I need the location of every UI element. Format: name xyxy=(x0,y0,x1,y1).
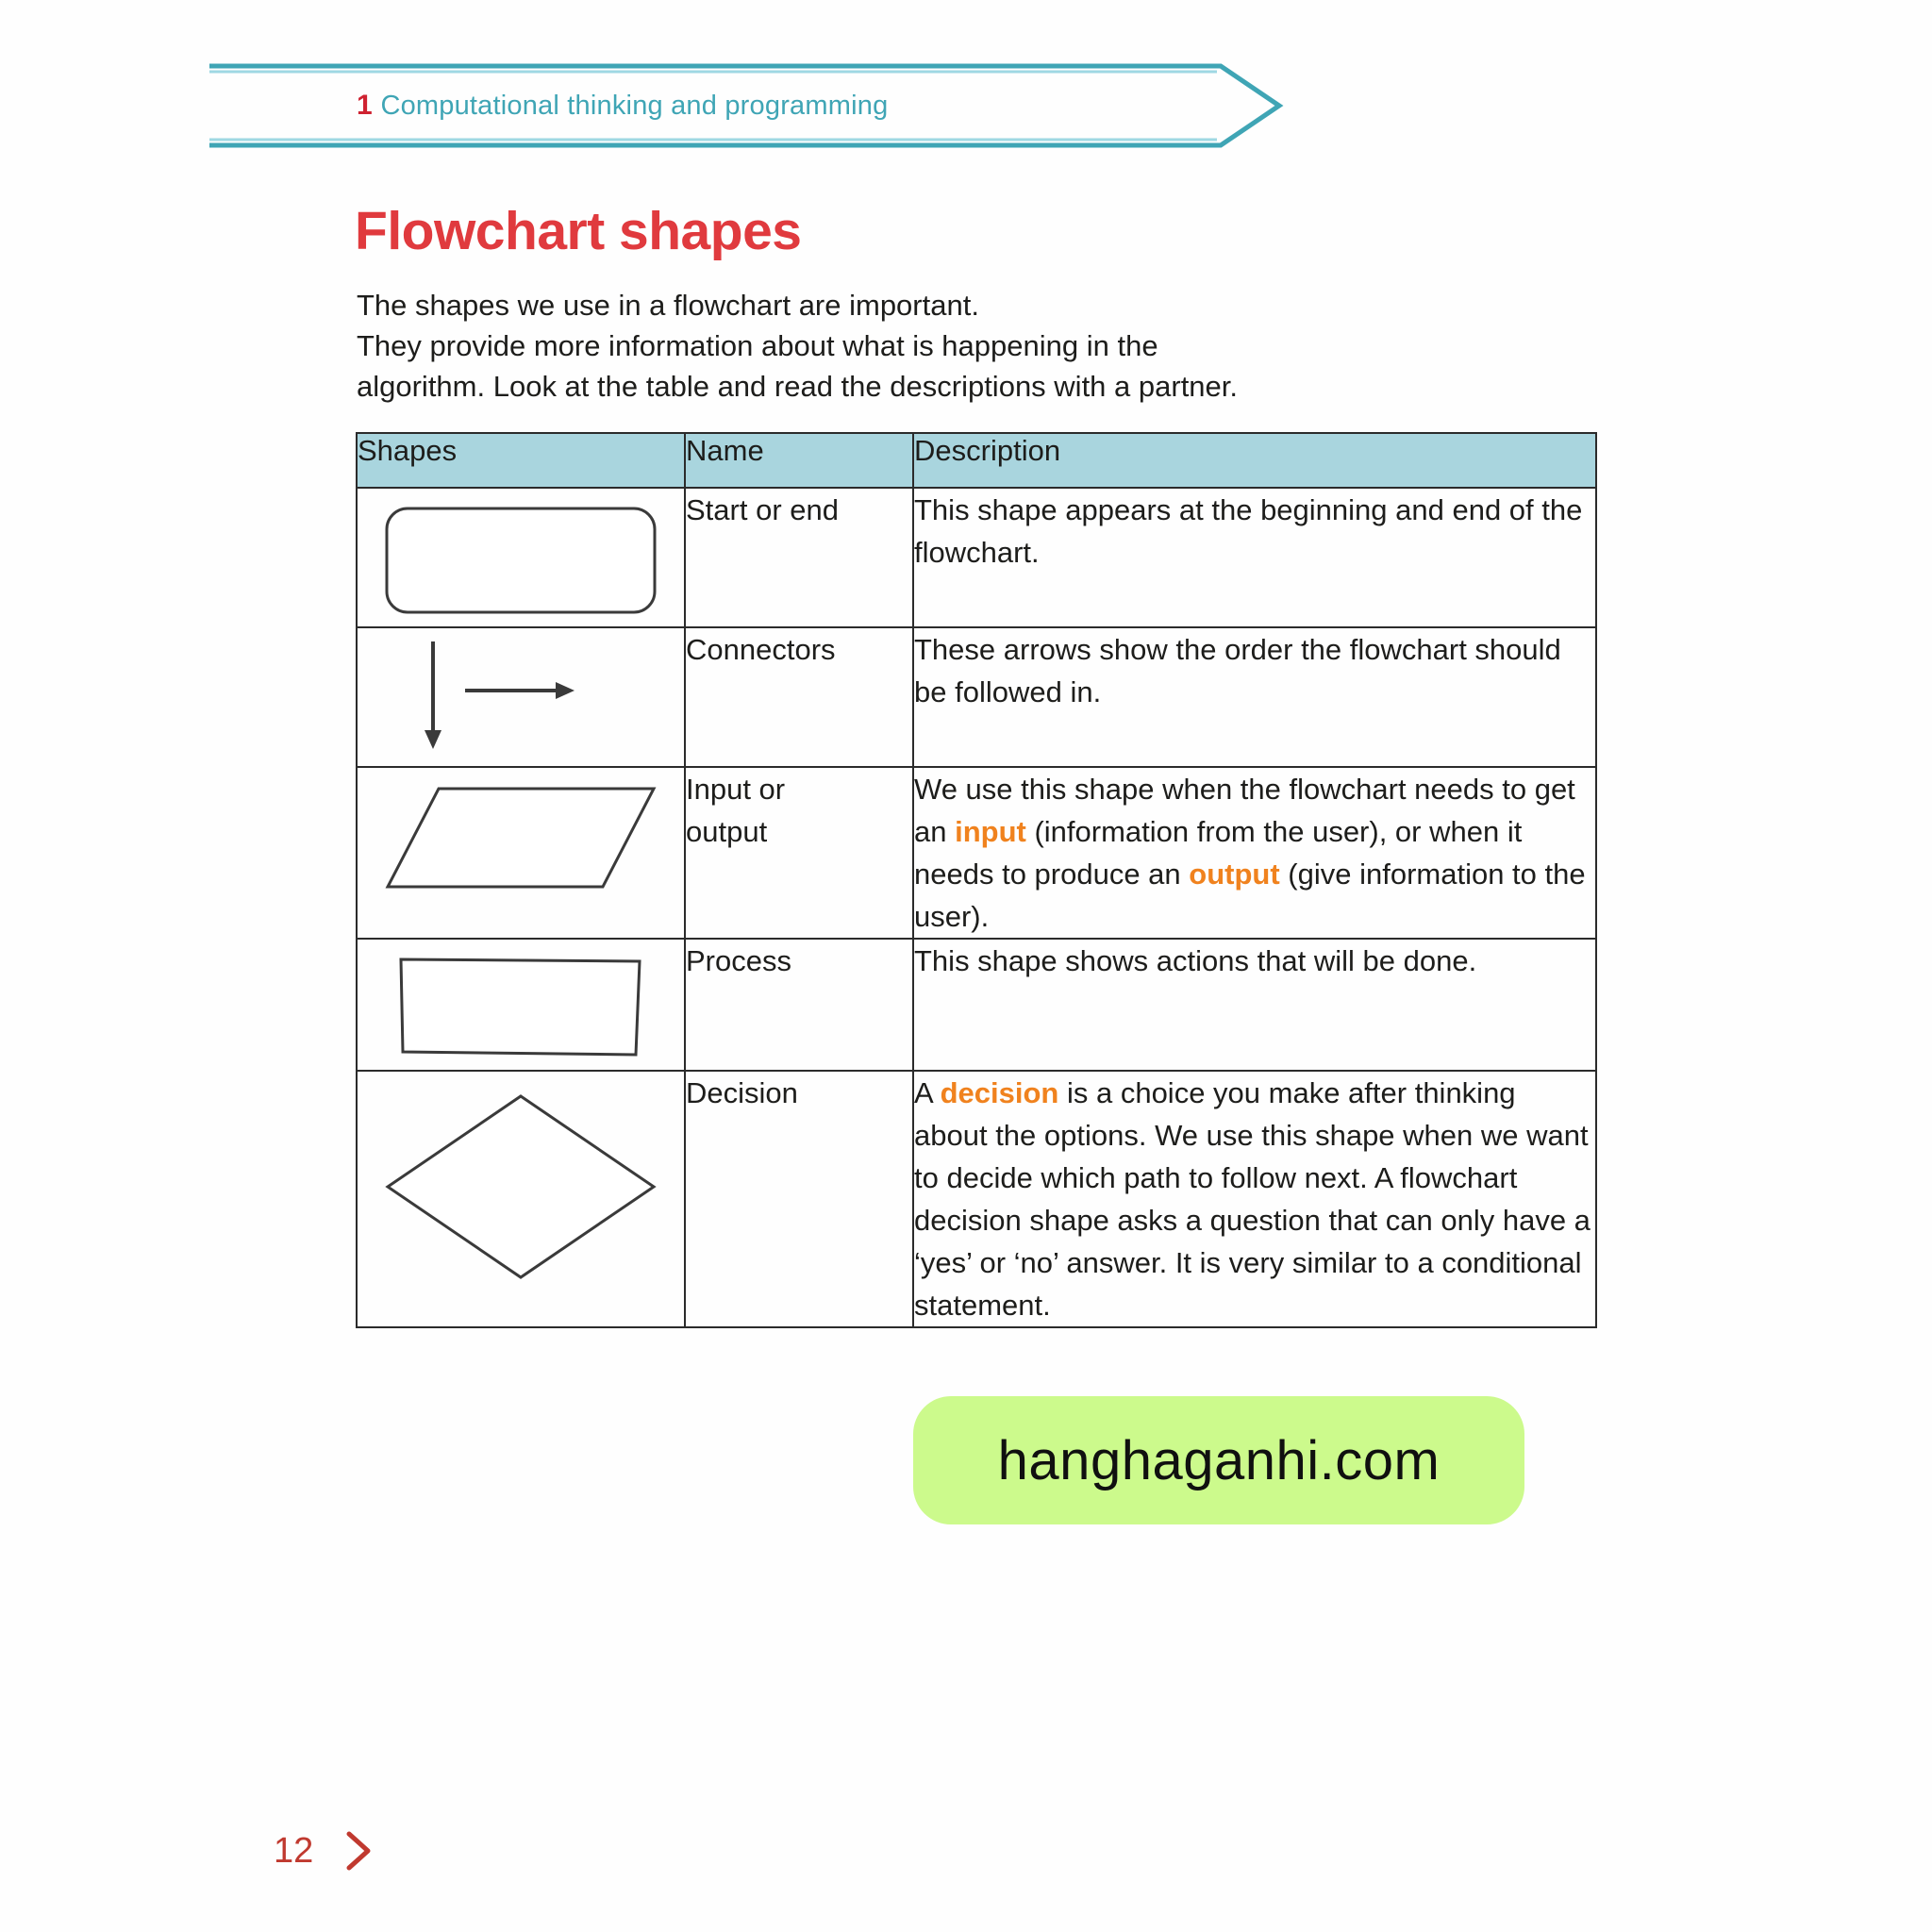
intro-line-1: The shapes we use in a flowchart are important. xyxy=(357,289,979,322)
desc-text-segment: We use this shape when the flowchart needs to get an xyxy=(914,773,1575,848)
shape-name: Decision xyxy=(685,1071,913,1327)
desc-text-segment: (information from the user), or when it needs to produce an xyxy=(914,815,1523,891)
page-footer xyxy=(274,1828,375,1874)
highlight-output: output xyxy=(1189,858,1280,891)
column-header-description: Description xyxy=(913,433,1596,488)
connector-arrows-shape xyxy=(403,638,639,755)
rectangle-shape xyxy=(398,957,643,1058)
highlight-input: input xyxy=(955,815,1026,848)
shape-description xyxy=(913,767,1596,939)
shape-cell xyxy=(357,1071,685,1327)
flowchart-shapes-table xyxy=(356,432,1597,1328)
table-row xyxy=(357,767,1596,939)
desc-text-segment: is a choice you make after thinking about the options. We use this shape when we want to decide which path to follow next. A flowchart decision shape asks a question that can only have a ‘yes’ or ‘no’ answer. It is very similar to a conditional statement. xyxy=(914,1076,1591,1322)
shape-name: Start or end xyxy=(685,488,913,627)
diamond-shape xyxy=(384,1092,658,1281)
column-header-shapes: Shapes xyxy=(357,433,685,488)
desc-text-segment: A xyxy=(914,1076,941,1109)
page-number: 12 xyxy=(274,1830,314,1871)
intro-line-3: algorithm. Look at the table and read the descriptions with a partner. xyxy=(357,370,1239,403)
table-row xyxy=(357,488,1596,627)
chapter-title: Computational thinking and programming xyxy=(380,91,889,121)
column-header-name: Name xyxy=(685,433,913,488)
chevron-right-icon xyxy=(341,1828,375,1874)
shape-name: Process xyxy=(685,939,913,1071)
shape-cell xyxy=(357,939,685,1071)
chapter-banner xyxy=(209,62,1285,149)
highlight-decision: decision xyxy=(940,1076,1059,1109)
shape-cell xyxy=(357,627,685,767)
desc-text-segment: (give information to the user). xyxy=(914,858,1586,933)
intro-paragraph xyxy=(357,285,1394,407)
table-row xyxy=(357,939,1596,1071)
watermark-text: hanghaganhi.com xyxy=(997,1429,1441,1491)
chapter-number: 1 xyxy=(357,90,373,121)
shape-name: Input or output xyxy=(685,767,913,939)
shape-description xyxy=(913,1071,1596,1327)
page-title: Flowchart shapes xyxy=(355,201,802,261)
shape-description: This shape appears at the beginning and end of the flowchart. xyxy=(913,488,1596,627)
shape-description: This shape shows actions that will be done. xyxy=(913,939,1596,1071)
shape-description: These arrows show the order the flowchart should be followed in. xyxy=(913,627,1596,767)
parallelogram-shape xyxy=(384,785,658,891)
chapter-label xyxy=(357,90,888,122)
shape-cell xyxy=(357,488,685,627)
table-row xyxy=(357,627,1596,767)
intro-line-2: They provide more information about what is happening in the xyxy=(357,329,1158,362)
shape-name: Connectors xyxy=(685,627,913,767)
watermark-badge xyxy=(913,1396,1524,1524)
table-header-row xyxy=(357,433,1596,488)
table-row xyxy=(357,1071,1596,1327)
shape-cell xyxy=(357,767,685,939)
rounded-rectangle-shape xyxy=(384,506,658,615)
